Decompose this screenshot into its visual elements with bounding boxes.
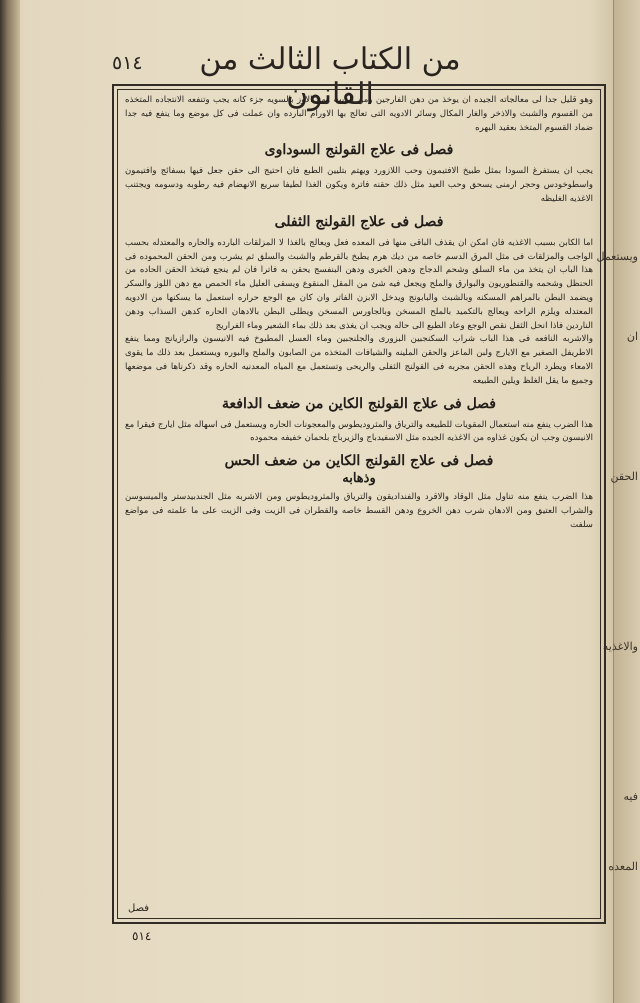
- paragraph-weak-sensation-treatment: هذا الضرب ينفع منه تناول مثل الوقاد والاقرد والفنداديقون والترياق والمثروديطوس ومن الاشربه مثل الجندبيدستر والميسوسن والشراب العتيق ومن الادهان شرب دهن الخروع ودهن القسط خاصه والقطران فى الزيت وفى الزيت على ما علمته فى مواضع سلفت: [125, 492, 593, 530]
- adjacent-page-text-3: الحقن: [610, 470, 638, 483]
- section-heading-sawdawi-colic: فصل فى علاج القولنج السوداوى: [264, 142, 454, 159]
- footer-page-number: ٥١٤: [132, 929, 152, 943]
- adjacent-page-strip: [596, 0, 640, 1003]
- catchword: فصل: [128, 903, 150, 914]
- adjacent-page-text-4: والاغذيه: [602, 640, 638, 653]
- header-page-number: ٥١٤: [112, 52, 143, 74]
- paragraph-faecal-drinks: والاشربه النافعه فى هذا الباب شراب السكنجبين البزورى والجلنجبين وماء العسل المطبوخ فيه الانيسون والرازيانج ومما ينفع الاطريفل الصغير مع الايارج ولبن الماعز والحقن الملينه والشيافات المتخذه من الصابون والملح والبوره ويستعمل بعد ذلك ما يقوى الامعاء ويطرد الرياح وهذه الحقن مجربه فى القولنج الثفلى والريحى وتستعمل مع المياه المعدنيه الحاره وقد ذكرناها فى موضعها وجميع ما يقل الغلظ ويلين الطبيعه: [125, 334, 593, 386]
- adjacent-page-text-1: ويستعمل: [596, 250, 638, 263]
- book-spine-edge: [0, 0, 20, 1003]
- section-heading-weak-sensation-colic: فصل فى علاج القولنج الكاين من ضعف الحس: [224, 453, 494, 470]
- adjacent-page-text-5: فيه: [623, 790, 638, 803]
- section-heading-weak-expulsion-colic: فصل فى علاج القولنج الكاين من ضعف الدافعة: [222, 395, 496, 412]
- text-block: [117, 89, 601, 919]
- adjacent-page-text-6: المعده: [608, 860, 638, 873]
- paragraph-intro: وهو قليل جدا لى معالجاته الجيده ان يوخذ من دهن الفارجين ومن الزيت ومخ الاوز بالسويه جزء كانه يجب وتنفعه الانتجاده المتخذه من القسوم والشبث والاذخر والغار المكال وسائر الادويه التى تعالج بها الاورام البارده وان عملت فى كل موضع وما ينفع فيه جدا ضماد القسوم المتخذ بعقيد البهره: [125, 95, 593, 133]
- running-header-title: من الكتاب الثالث من القانون: [199, 42, 461, 112]
- paragraph-weak-expulsion-treatment: هذا الضرب ينفع منه استعمال المقويات للطبيعه والترياق والمثروديطوس والمعجونات الحاره ويستعمل فى اسهاله مثل ايارج فيقرا مع الانيسون وجب ان يكون غذاوه من الاغذيه الجيده مثل الاسفيدباج والزيرباج بلحمان خفيفه محموده: [125, 419, 593, 444]
- adjacent-page-text-2: ان: [626, 330, 638, 343]
- paragraph-faecal-treatment: اما الكابن بسبب الاغذيه فان امكن ان يقذف الباقى منها فى المعده فعل ويعالج بالغذا لا المزلقات البارده والحاره والمعتدله بحسب الواجب والمزلقات فى مثل المرق الدسم خاصه من ديك هرم يطبخ بالقرطم والشبث والسلق ثم يشرب ومن الحقن المحموده فى هذا الباب ان يتخذ من ماء السلق وشحم الدجاج ودهن الخيرى ودهن البنفسج يحقن به فاترا فان لم ينجع فيتخذ الحقن الحاده من الحنظل وشحمه والقنطوريون والبوارق والملح ويجعل فيه شئ من المقل المنقوع ويسقى العليل ماء الحمص مع دهن اللوز والسكر ويضمد البطن بالمراهم المسكنه وبالشبث والبابونج ويدخل الابزن الفاتر وان كان مع الوجع حراره استعمل ما يسكنها من الادويه المعتدله ويلزم الراحه ويعالج بالتكميد بالملح المسخن وبالجاورس المسخن ويطلى البطن بالادهان الحاره كدهن السذاب ودهن الناردين فاذا انحل الثفل نقص الوجع وعاد الطبع الى حاله ويجب ان يغذى بعد ذلك بماء الشعير وماء الفراريج: [125, 237, 593, 331]
- section-heading-continuation: وذهابه: [342, 471, 376, 487]
- section-heading-faecal-colic: فصل فى علاج القولنج الثفلى: [274, 213, 444, 230]
- paragraph-sawdawi-treatment: يجب ان يستفرغ السودا بمثل طبيخ الافتيمون وحب اللازورد ويهتم بتليين الطبع فان احتيج الى حقن جعل فيها بسفائج وافتيمون واسطوخودس وحجر ارمنى يسحق وحب العيد مثل ذلك حقنه فاترة ويكون الغذا لطيفا سريع الانهضام فيه رطوبه ودسومه ويجتنب الاغذيه الغليظه: [125, 166, 593, 204]
